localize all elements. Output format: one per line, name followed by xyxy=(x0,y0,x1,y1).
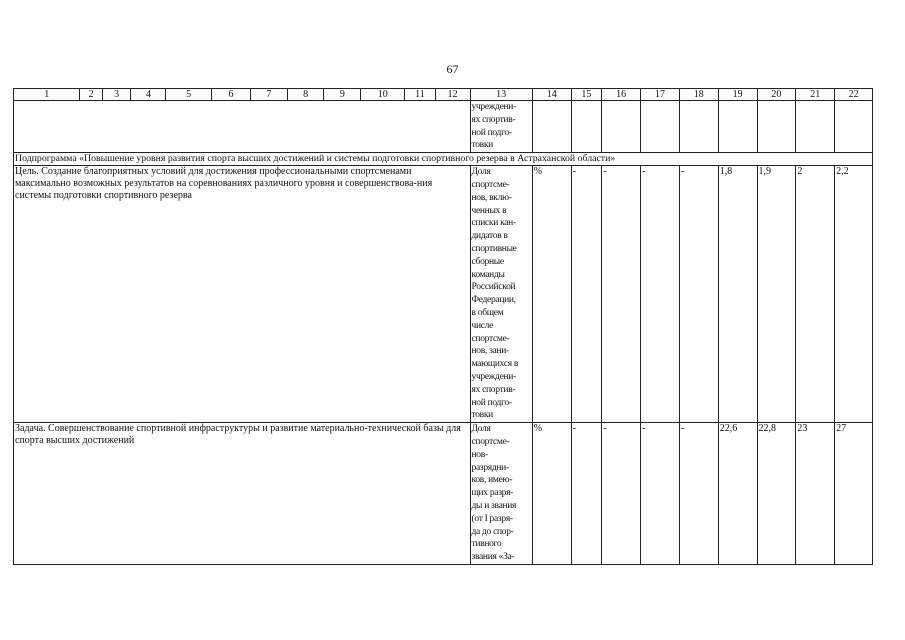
header-cell: 17 xyxy=(641,89,680,101)
task-indicator: Доля спортсме- нов- разрядни- ков, имею- щих разря- ды и звания (от I разря- да до спор- тивного звания «За- xyxy=(470,423,532,565)
header-cell: 2 xyxy=(80,89,102,101)
goal-value: 1,8 xyxy=(718,166,757,423)
header-cell: 14 xyxy=(532,89,571,101)
header-row xyxy=(14,89,873,101)
header-cell: 20 xyxy=(757,89,796,101)
continuation-row xyxy=(14,101,873,153)
header-cell: 4 xyxy=(131,89,166,101)
goal-unit: % xyxy=(532,166,571,423)
task-description: Задача. Совершенствование спортивной инфраструктуры и развитие материально-технической базы для спорта высших достижений xyxy=(14,423,471,565)
empty-cell xyxy=(602,101,641,153)
subprogram-title: Подпрограмма «Повышение уровня развития спорта высших достижений и системы подготовки спортивного резерва в Астраханской области» xyxy=(14,153,873,166)
goal-value: - xyxy=(571,166,602,423)
task-unit: % xyxy=(532,423,571,565)
empty-cell xyxy=(718,101,757,153)
header-cell: 11 xyxy=(405,89,436,101)
continuation-indicator-cell: учреждени- ях спортив- ной подго- товки xyxy=(470,101,532,153)
header-cell: 16 xyxy=(602,89,641,101)
goal-indicator: Доля спортсме- нов, вклю- ченных в списки кан- дидатов в спортивные сборные команды Российской Федерации, в общем числе спортсме- нов, зани- мающихся в учреждени- ях спортив- ной подго- товки xyxy=(470,166,532,423)
page-number: 67 xyxy=(446,62,459,76)
goal-value: - xyxy=(641,166,680,423)
task-value: - xyxy=(571,423,602,565)
goal-value: - xyxy=(679,166,718,423)
header-cell: 7 xyxy=(250,89,287,101)
task-row xyxy=(14,423,873,565)
header-cell: 19 xyxy=(718,89,757,101)
header-cell: 3 xyxy=(102,89,131,101)
task-value: 27 xyxy=(835,423,873,565)
header-cell: 6 xyxy=(212,89,251,101)
header-cell: 9 xyxy=(324,89,361,101)
header-cell: 22 xyxy=(835,89,873,101)
indicators-table xyxy=(13,88,873,565)
header-cell: 8 xyxy=(287,89,324,101)
goal-value: - xyxy=(602,166,641,423)
goal-value: 2,2 xyxy=(835,166,873,423)
header-cell: 15 xyxy=(571,89,602,101)
continuation-desc-cell xyxy=(14,101,471,153)
task-value: 22,6 xyxy=(718,423,757,565)
empty-cell xyxy=(532,101,571,153)
task-value: - xyxy=(679,423,718,565)
task-value: - xyxy=(641,423,680,565)
subprogram-row xyxy=(14,153,873,166)
empty-cell xyxy=(835,101,873,153)
empty-cell xyxy=(641,101,680,153)
task-value: - xyxy=(602,423,641,565)
header-cell: 10 xyxy=(361,89,405,101)
header-cell: 13 xyxy=(470,89,532,101)
goal-row xyxy=(14,166,873,423)
task-value: 22,8 xyxy=(757,423,796,565)
header-cell: 18 xyxy=(679,89,718,101)
goal-description: Цель. Создание благоприятных условий для достижения профессиональными спортсменами максимально возможных результатов на соревнованиях различного уровня и совершенствова-ния системы подготовки спортивного резерва xyxy=(14,166,471,423)
header-cell: 21 xyxy=(796,89,835,101)
empty-cell xyxy=(796,101,835,153)
task-value: 23 xyxy=(796,423,835,565)
empty-cell xyxy=(679,101,718,153)
goal-value: 1,9 xyxy=(757,166,796,423)
empty-cell xyxy=(757,101,796,153)
header-cell: 5 xyxy=(166,89,212,101)
empty-cell xyxy=(571,101,602,153)
header-cell: 1 xyxy=(14,89,80,101)
header-cell: 12 xyxy=(435,89,470,101)
goal-value: 2 xyxy=(796,166,835,423)
